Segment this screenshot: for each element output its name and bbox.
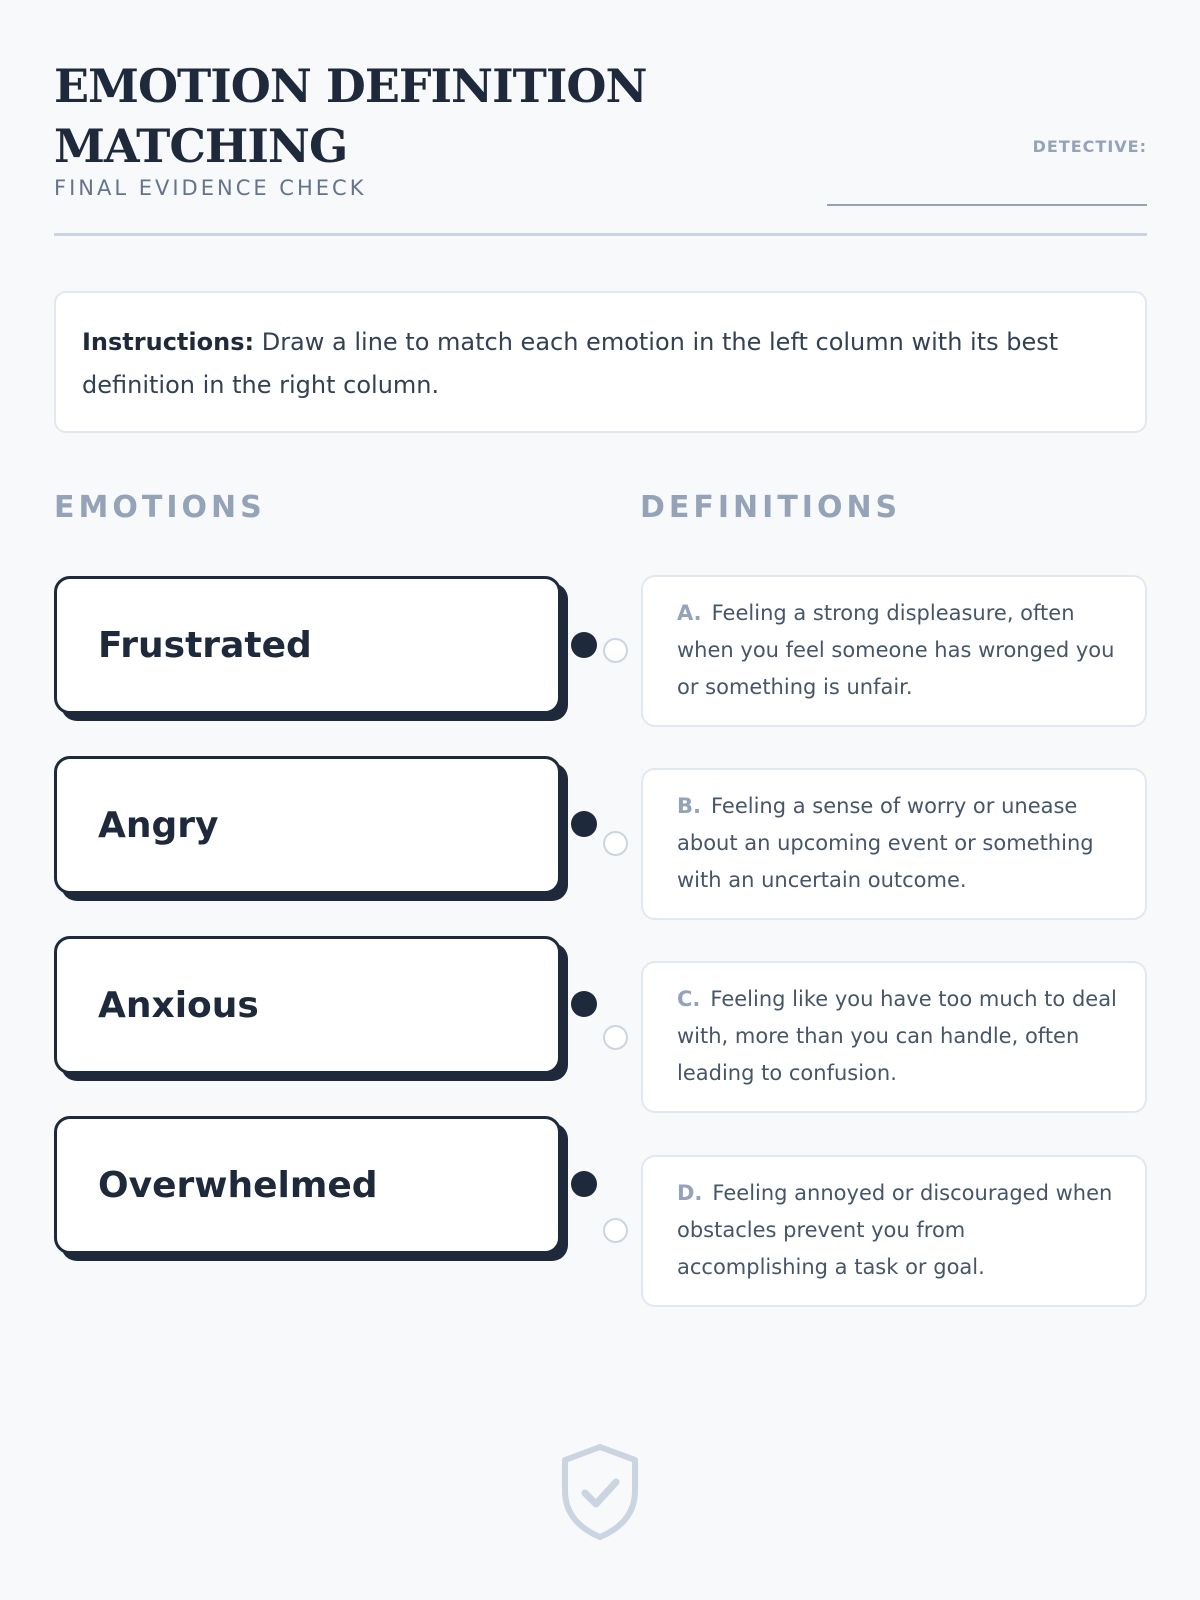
emotion-connector-dot[interactable] — [571, 991, 597, 1017]
instructions-box — [54, 291, 1147, 433]
emotion-card-angry: Angry — [54, 756, 561, 894]
emotion-connector-dot[interactable] — [571, 811, 597, 837]
detective-name-field[interactable] — [827, 204, 1147, 206]
definition-connector-ring[interactable] — [603, 1218, 628, 1243]
shield-check-icon — [559, 1443, 641, 1541]
definition-text: Feeling annoyed or discouraged when obstacles prevent you from accomplishing a task or goal. — [677, 1181, 1113, 1279]
emotion-card-anxious: Anxious — [54, 936, 561, 1074]
definition-letter: A. — [677, 601, 702, 625]
definition-card-b — [641, 768, 1147, 920]
worksheet-title: EMOTION DEFINITION MATCHING — [54, 59, 647, 173]
worksheet-subtitle: FINAL EVIDENCE CHECK — [54, 176, 367, 200]
instructions-label: Instructions: — [82, 328, 255, 356]
definition-letter: C. — [677, 987, 701, 1011]
definition-letter: B. — [677, 794, 701, 818]
definition-text: Feeling like you have too much to deal with, more than you can handle, often leading to confusion. — [677, 987, 1117, 1085]
definition-connector-ring[interactable] — [603, 1025, 628, 1050]
definition-text: Feeling a sense of worry or unease about an upcoming event or something with an uncertain outcome. — [677, 794, 1094, 892]
definition-letter: D. — [677, 1181, 703, 1205]
definition-card-c — [641, 961, 1147, 1113]
emotions-heading: EMOTIONS — [54, 490, 266, 525]
emotion-card-frustrated: Frustrated — [54, 576, 561, 714]
definition-text: Feeling a strong displeasure, often when you feel someone has wronged you or something is unfair. — [677, 601, 1115, 699]
definitions-heading: DEFINITIONS — [640, 490, 902, 525]
instructions-text: Draw a line to match each emotion in the left column with its best definition in the right column. — [82, 328, 1059, 399]
definition-card-a — [641, 575, 1147, 727]
definition-connector-ring[interactable] — [603, 638, 628, 663]
emotion-connector-dot[interactable] — [571, 1171, 597, 1197]
emotion-card-overwhelmed: Overwhelmed — [54, 1116, 561, 1254]
header-divider — [54, 233, 1147, 236]
definition-card-d — [641, 1155, 1147, 1307]
emotion-connector-dot[interactable] — [571, 632, 597, 658]
definition-connector-ring[interactable] — [603, 831, 628, 856]
detective-label: DETECTIVE: — [1032, 137, 1147, 156]
